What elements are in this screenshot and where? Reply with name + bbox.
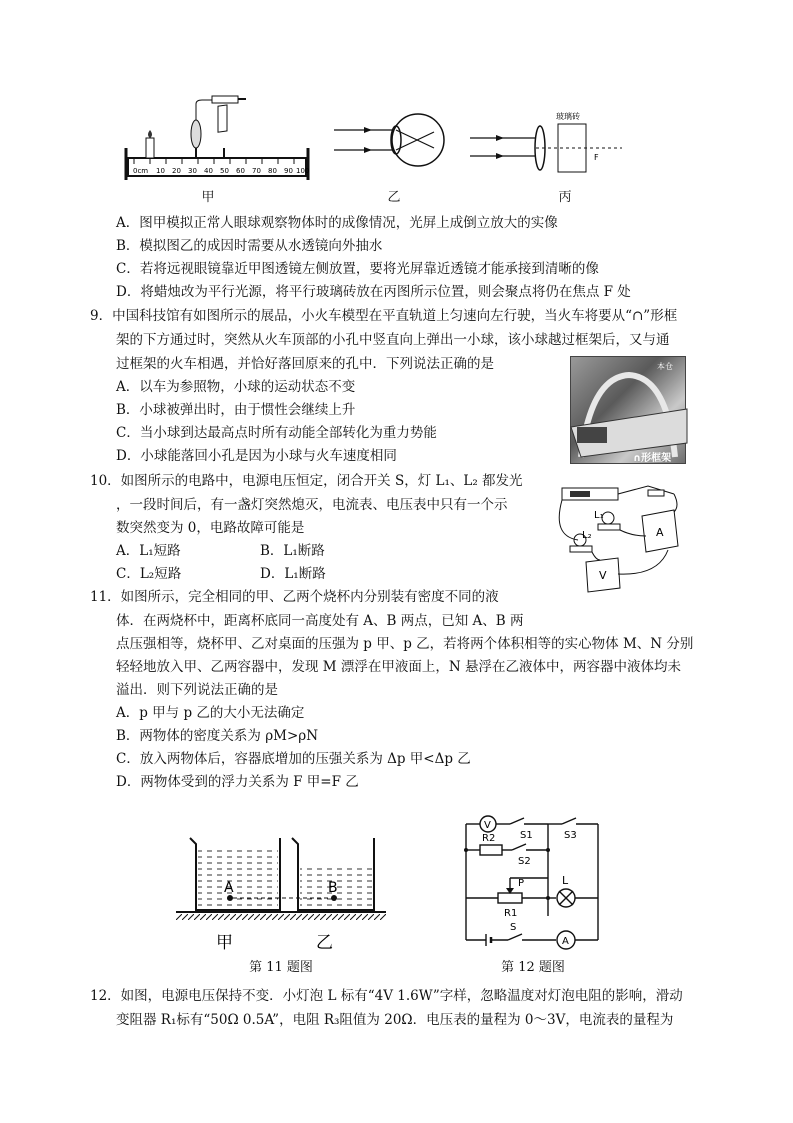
q9-option-a: A．以车为参照物，小球的运动状态不变 [116,379,356,395]
q11-option-d: D．两物体受到的浮力关系为 F 甲=F 乙 [116,774,359,790]
photo-corner-text: 本仓 [657,362,673,371]
q9-stem-line: 过框架的火车相遇，并恰好落回原来的孔中．下列说法正确的是 [116,356,494,372]
beaker-yi-label: 乙 [316,933,333,953]
ruler-tick-label: 90 [284,167,293,175]
q12-figure-caption: 第 12 题图 [501,960,565,975]
q11-stem-line: 点压强相等，烧杯甲、乙对桌面的压强为 p 甲、p 乙，若将两个体积相等的实心物体 M、N 分别 [116,636,694,652]
q11-option-a: A．p 甲与 p 乙的大小无法确定 [116,705,305,721]
figure-label-yi: 乙 [387,190,401,205]
q8-option-b: B．模拟图乙的成因时需要从水透镜向外抽水 [116,238,383,254]
q11-stem-line: 体．在两烧杯中，距离杯底同一高度处有 A、B 两点，已知 A、B 两 [116,613,524,629]
eye-diagram-figure [330,110,450,170]
r1-label: R1 [504,908,518,919]
figure-label-jia: 甲 [201,190,215,205]
ruler-tick-label: 30 [188,167,197,175]
q11-stem-line: 溢出．则下列说法正确的是 [116,682,278,698]
q10-option-b: B．L₁断路 [260,543,325,559]
ammeter-label: A [562,936,569,947]
lamp-label: L [562,874,569,887]
ruler-tick-label: 80 [268,167,277,175]
q8-option-a: A．图甲模拟正常人眼球观察物体时的成像情况，光屏上成倒立放大的实像 [116,215,558,231]
q9-option-c: C．当小球到达最高点时所有动能全部转化为重力势能 [116,425,437,441]
q11-option-b: B．两物体的密度关系为 ρM>ρN [116,728,319,744]
l1-label: L₁ [594,510,604,521]
s2-label: S2 [518,856,531,867]
q11-option-c: C．放入两物体后，容器底增加的压强关系为 Δp 甲<Δp 乙 [116,751,471,767]
q10-stem-line: ，一段时间后，有一盏灯突然熄灭，电流表、电压表中只有一个示 [116,497,508,513]
q12-stem-line: 变阻器 R₁标有“50Ω 0.5A”，电阻 R₃阻值为 20Ω．电压表的量程为 0～3V，电流表的量程为 [116,1012,674,1028]
q10-option-c: C．L₂短路 [116,566,182,582]
optical-bench-figure [120,92,320,184]
point-a-label: A [224,880,234,896]
l2-label: L₂ [582,530,592,541]
q11-figure-caption: 第 11 题图 [249,960,313,975]
point-b-label: B [328,880,338,896]
ruler-tick-label: 20 [172,167,181,175]
ammeter-label: A [656,526,664,539]
voltmeter-label: V [484,820,491,831]
beaker-jia-label: 甲 [216,933,233,953]
ruler-tick-label: 100 [296,167,310,175]
q12-stem-line: 12．如图，电源电压保持不变．小灯泡 L 标有“4V 1.6W”字样，忽略温度对灯泡电阻的影响，滑动 [90,988,683,1004]
ruler-tick-label: 40 [204,167,213,175]
figure-label-bing: 丙 [558,190,572,205]
q10-stem-line: 10．如图所示的电路中，电源电压恒定，闭合开关 S，灯 L₁、L₂ 都发光 [90,473,523,489]
q8-option-d: D．将蜡烛改为平行光源，将平行玻璃砖放在丙图所示位置，则会聚点将仍在焦点 F 处 [116,284,631,300]
q9-option-d: D．小球能落回小孔是因为小球与火车速度相同 [116,448,397,464]
r2-label: R2 [482,833,496,844]
focus-label: F [594,153,599,162]
s3-label: S3 [564,830,577,841]
ruler-tick-label: 50 [220,167,229,175]
slider-p-label: P [518,878,525,889]
ruler-tick-label: 60 [236,167,245,175]
q10-stem-line: 数突然变为 0，电路故障可能是 [116,520,305,536]
q10-option-a: A．L₁短路 [116,543,181,559]
q11-stem-line: 轻轻地放入甲、乙两容器中，发现 M 漂浮在甲液面上，N 悬浮在乙液体中，两容器中液体均未 [116,659,682,675]
circuit-photo-figure [548,476,688,592]
train-exhibit-photo [570,356,686,464]
beakers-figure [176,830,386,956]
ruler-tick-label: 70 [252,167,261,175]
q11-stem-line: 11．如图所示，完全相同的甲、乙两个烧杯内分别装有密度不同的液 [90,589,499,605]
glass-brick-figure [466,108,626,174]
ruler-tick-label: 10 [156,167,165,175]
photo-caption: ∩形框架 [633,453,672,464]
q9-stem-line: 9．中国科技馆有如图所示的展品，小火车模型在平直轨道上匀速向左行驶，当火车将要从“∩”形框 [90,308,678,324]
q9-option-b: B．小球被弹出时，由于惯性会继续上升 [116,402,356,418]
ruler-tick-label: 0cm [133,167,149,175]
circuit-diagram-figure [458,816,608,952]
s1-label: S1 [520,830,533,841]
voltmeter-label: V [599,569,607,582]
q9-stem-line: 架的下方通过时，突然从火车顶部的小孔中竖直向上弹出一小球，该小球越过框架后，又与通 [116,332,670,348]
switch-s-label: S [510,922,517,933]
glass-brick-label: 玻璃砖 [556,112,580,121]
q8-option-c: C．若将远视眼镜靠近甲图透镜左侧放置，要将光屏靠近透镜才能承接到清晰的像 [116,261,599,277]
q10-option-d: D．L₁断路 [260,566,326,582]
